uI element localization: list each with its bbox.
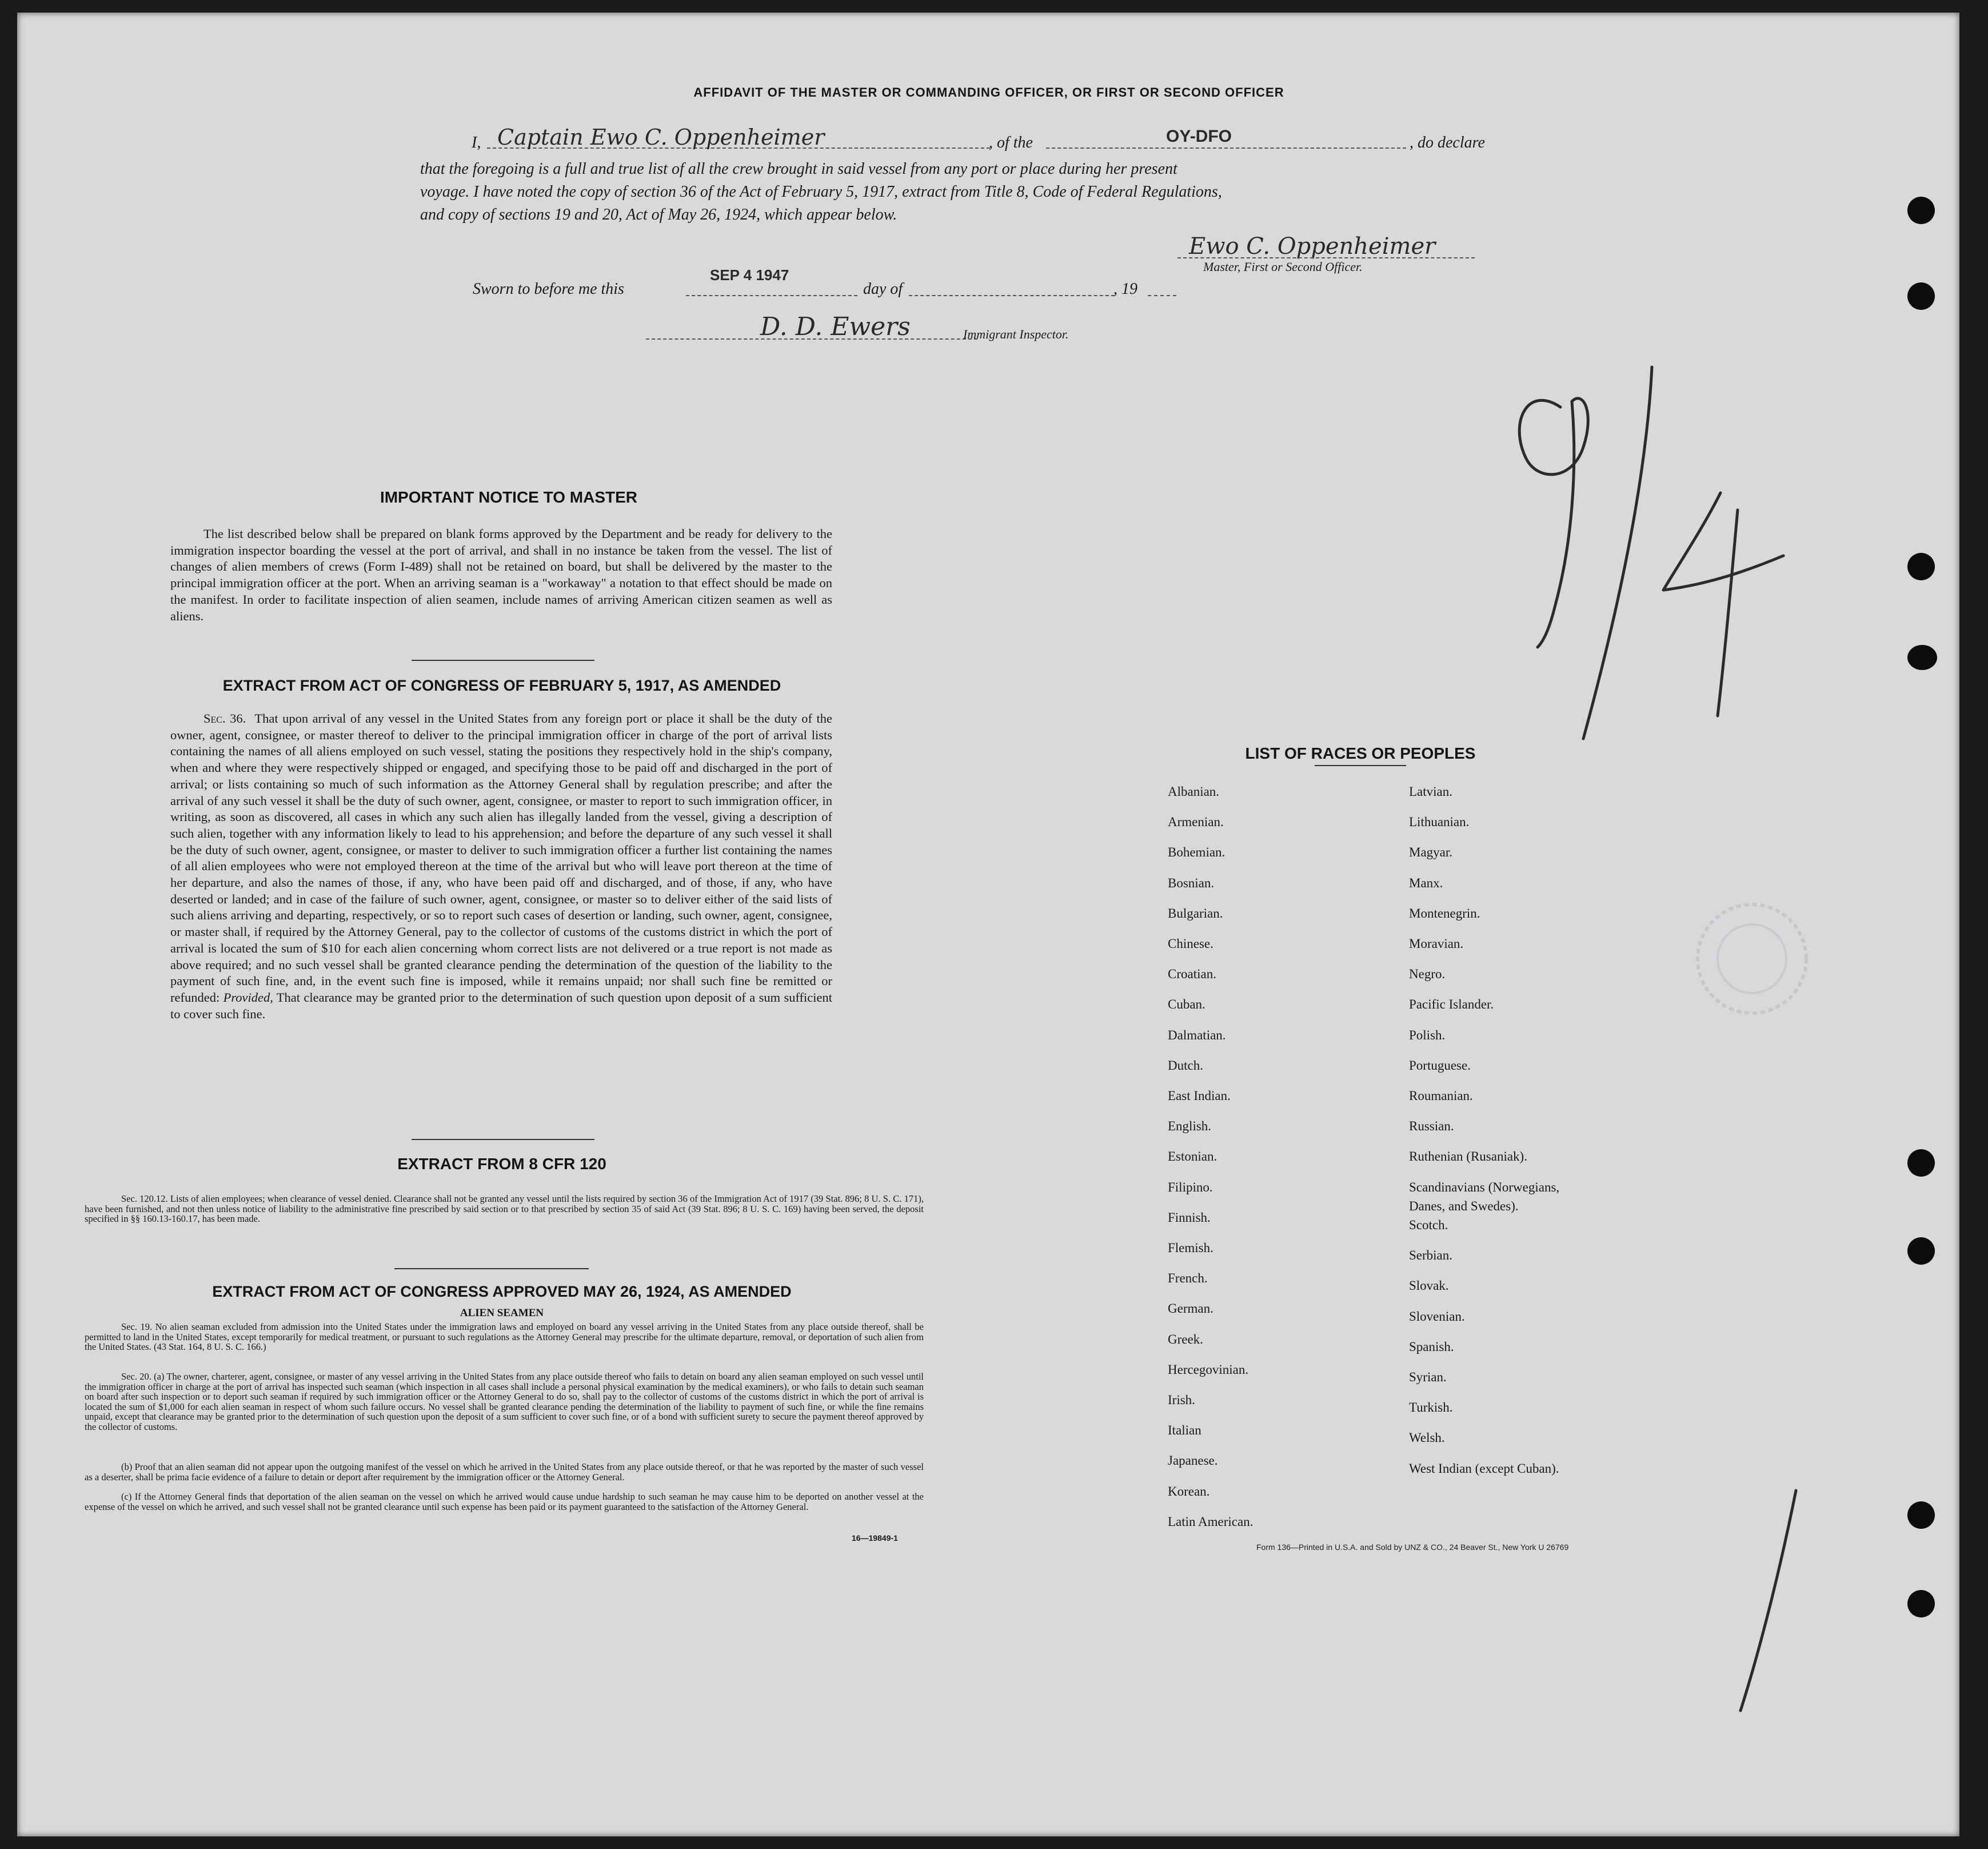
sec-20a-text: Sec. 20. (a) The owner, charterer, agent, consignee, or master of any vessel arriving in the United States from any place outside thereof who fails to detain on board any alien seaman employed on such vessel until the immigration officer in charge at the port of arrival has inspected such seaman (which inspection in all cases shall include a personal physical examination by the medical examiners), or who fails to detain such seaman on board after such inspection or to deport such seaman if required by such immigration officer or the Attorney General to do so, shall pay to the collector of customs of the customs district in which the port of arrival is located the sum of $1,000 for each alien seaman in respect of whom such failure occurs. No vessel shall be granted clearance pending the determination of the liability to payment of such fine, or while the fine remains unpaid, except that clearance may be granted prior to the determination of such question upon the deposit of a sum sufficient to cover such fine, or of a bond with sufficient surety to secure the payment thereof approved by the collector of customs. [85,1371,924,1432]
binder-hole [1907,1237,1935,1265]
affidavit-text-line-3: and copy of sections 19 and 20, Act of May 26, 1924, which appear below. [420,206,897,224]
race-item: Scandinavians (Norwegians, Danes, and Swedes). [1409,1179,1560,1213]
extract-1924-title: EXTRACT FROM ACT OF CONGRESS APPROVED MAY 26, 1924, AS AMENDED [212,1283,792,1300]
race-item: Montenegrin. [1409,906,1480,920]
sec-19-text: Sec. 19. No alien seaman excluded from admission into the United States under the immigration laws and employed on board any vessel arriving in the United States from any place outside thereof, shall be permitted to land in the United States, except temporarily for medical treatment, or pursuant to such regulations as the Attorney General may prescribe for the ultimate departure, removal, or deportation of such alien from the United States. (43 Stat. 164, 8 U. S. C. 166.) [85,1321,924,1353]
race-item: Latvian. [1409,784,1452,799]
race-item: East Indian. [1168,1089,1231,1103]
race-item: Hercegovinian. [1168,1362,1249,1377]
inspector-caption: Immigrant Inspector. [963,327,1069,341]
race-item: Finnish. [1168,1210,1211,1225]
race-item: Turkish. [1409,1400,1453,1415]
races-rule [1315,765,1406,766]
extract-1917-text [170,711,832,1022]
race-item: Dalmatian. [1168,1027,1226,1042]
binder-hole [1907,553,1935,580]
sec-20b-text: (b) Proof that an alien seaman did not appear upon the outgoing manifest of the vessel on which he arrived in the United States from any place outside thereof, or that he was reported by the master of such vessel as a deserter, shall be prima facie evidence of a failure to detain or deport after requirement by the immigration officer or the Attorney General. [85,1461,924,1483]
race-item: Lithuanian. [1409,815,1470,830]
document-sheet [17,13,1959,1836]
binder-hole [1907,1501,1935,1529]
race-item: Ruthenian (Rusaniak). [1409,1149,1527,1164]
race-item: Portuguese. [1409,1058,1471,1073]
race-item: Manx. [1409,875,1443,890]
extract-cfr-title: EXTRACT FROM 8 CFR 120 [397,1155,606,1173]
binder-hole [1907,1149,1935,1177]
race-item: Irish. [1168,1393,1195,1407]
notice-rule [412,660,594,661]
race-item: Armenian. [1168,815,1224,830]
binder-hole [1907,282,1935,310]
inspector-signature: D. D. Ewers [760,312,911,341]
race-item: Estonian. [1168,1149,1217,1164]
alien-seamen-subtitle: ALIEN SEAMEN [460,1307,544,1319]
sec-36-label: Sec. 36. [203,711,246,726]
race-item: West Indian (except Cuban). [1409,1461,1559,1476]
race-item: Slovak. [1409,1278,1449,1293]
race-item: Welsh. [1409,1430,1445,1445]
race-item: Syrian. [1409,1370,1447,1384]
race-item: Bosnian. [1168,875,1215,890]
day-of-label: day of [863,280,903,298]
race-item: Moravian. [1409,937,1464,951]
race-item: Spanish. [1409,1339,1454,1354]
binder-hole [1907,645,1937,670]
affidavit-title: AFFIDAVIT OF THE MASTER OR COMMANDING OFFICER, OR FIRST OR SECOND OFFICER [693,85,1284,99]
binder-hole [1907,197,1935,224]
vessel-name: OY-DFO [1166,127,1232,146]
affidavit-text-line-1: that the foregoing is a full and true list of all the crew brought in said vessel from any port or place during her present [420,160,1177,178]
race-item: Greek. [1168,1332,1203,1346]
race-item: Korean. [1168,1484,1210,1499]
races-title: LIST OF RACES OR PEOPLES [1245,744,1476,762]
race-item: Scotch. [1409,1218,1448,1232]
sec-36-text: That upon arrival of any vessel in the United States from any foreign port or place it shall be the duty of the owner, agent, consignee, or master thereof to deliver to the principal immigration officer in charge of the port of arrival lists containing the names of all aliens employed on such vessel, stating the positions they respectively hold in the ship's company, when and where they were respectively shipped or engaged, and specifying those to be paid off and discharged in the port of arrival; or lists containing so much of such information as the Attorney General shall by regulation prescribe; and after the arrival of any such vessel it shall be the duty of such owner, agent, consignee, or master to report to such immigration officer, in writing, as soon as discovered, all cases in which any such alien has illegally landed from the vessel, giving a description of such alien, together with any information likely to lead to his apprehension; and before the departure of any such vessel it shall be the duty of such owner, agent, consignee, or master to deliver to such immigration officer a further list containing the names of all alien employees who were not employed thereon at the time of the arrival but who will leave port thereon at the time of her departure, and also the names of those, if any, who have been paid off and discharged, and of those, if any, who have deserted or landed; and in case of the failure of such owner, agent, consignee, or master so to deliver either of the said lists of such aliens arriving and departing, respectively, or so to report such cases of desertion or landing, such owner, agent, consignee, or master shall, if required by the Attorney General, pay to the collector of customs of the customs district in which the port of arrival is located the sum of $10 for each alien concerning whom correct lists are not delivered or a true report is not made as above required; and no such vessel shall be granted clearance pending the determination of the question of the liability to the payment of such fine, and, in the event such fine is imposed, while it remains unpaid; nor shall such fine be remitted or refunded: [170,711,833,1005]
race-item: Bohemian. [1168,845,1225,860]
race-item: Italian [1168,1423,1201,1438]
race-item: Japanese. [1168,1453,1218,1468]
race-item: Russian. [1409,1119,1454,1134]
extract-1917-rule [412,1139,594,1140]
race-item: Pacific Islander. [1409,997,1494,1012]
affidavit-i-label: I, [472,134,481,152]
race-item: Latin American. [1168,1514,1254,1529]
race-item: Negro. [1409,967,1446,982]
race-item: Dutch. [1168,1058,1203,1073]
master-name-handwritten: Captain Ewo C. Oppenheimer [497,125,825,150]
race-item: Serbian. [1409,1248,1453,1263]
extract-cfr-rule [394,1268,589,1269]
race-item: Bulgarian. [1168,906,1223,920]
sec-36-text-end: That clearance may be granted prior to the determination of such question upon deposit of a sum sufficient to cover such fine. [170,990,833,1021]
master-signature: Ewo C. Oppenheimer [1189,233,1436,260]
form-code: 16—19849-1 [852,1533,898,1543]
race-item: German. [1168,1301,1213,1316]
race-item: Slovenian. [1409,1309,1465,1324]
printer-imprint: Form 136—Printed in U.S.A. and Sold by UNZ & CO., 24 Beaver St., New York U 26769 [1256,1543,1569,1552]
master-caption: Master, First or Second Officer. [1203,260,1363,274]
race-item: Filipino. [1168,1179,1213,1194]
race-item: Chinese. [1168,937,1213,951]
race-item: Polish. [1409,1027,1446,1042]
race-item: English. [1168,1119,1212,1134]
notice-title: IMPORTANT NOTICE TO MASTER [380,488,638,506]
race-item: Croatian. [1168,967,1216,982]
notice-text: The list described below shall be prepared on blank forms approved by the Department and be ready for delivery to the immigration inspector boarding the vessel at the port of arrival, and shall in no instance be taken from the vessel. The list of changes of alien members of crews (Form I-489) shall not be retained on board, but shall be delivered by the master to the principal immigration officer at the port. When an arriving seaman is a "workaway" a notation to that effect should be made on the manifest. In order to facilitate inspection of alien seamen, include names of arriving American citizen seamen as well as aliens. [170,527,832,623]
year-label: , 19 [1113,280,1137,298]
affidavit-text-line-2: voyage. I have noted the copy of section 36 of the Act of February 5, 1917, extract from Title 8, Code of Federal Regulations, [420,183,1222,201]
extract-1917-title: EXTRACT FROM ACT OF CONGRESS OF FEBRUARY 5, 1917, AS AMENDED [222,677,781,694]
binder-hole [1907,1590,1935,1617]
of-the-label: , of the [989,134,1033,152]
faint-seal [1689,896,1815,1022]
race-item: Magyar. [1409,845,1453,860]
sworn-label: Sworn to before me this [473,280,624,298]
sec-20c-text: (c) If the Attorney General finds that deportation of the alien seaman on the vessel on which he arrived would cause undue hardship to such seaman he may cause him to be deported on another vessel at the expense of the vessel on which he arrived, and such vessel shall not be granted clearance until such expense has been paid or its payment guaranteed to the satisfaction of the Attorney General. [85,1491,924,1512]
race-item: Flemish. [1168,1241,1213,1255]
extract-cfr-text: Sec. 120.12. Lists of alien employees; when clearance of vessel denied. Clearance shall not be granted any vessel until the lists required by section 36 of the Immigration Act of 1917 (39 Stat. 896; 8 U. S. C. 171), have been furnished, and not then unless notice of liability to the administrative fine prescribed by said section or to that prescribed by section 35 of said Act (39 Stat. 896; 8 U. S. C. 169) having been served, the deposit specified in §§ 160.13-160.17, has been made. [85,1193,924,1225]
race-item: Cuban. [1168,997,1205,1012]
provided-label: Provided, [223,990,273,1005]
date-stamp: SEP 4 1947 [710,266,789,284]
race-item: Albanian. [1168,784,1220,799]
declare-label: , do declare [1410,134,1485,152]
race-item: French. [1168,1271,1208,1286]
race-item: Roumanian. [1409,1089,1473,1103]
